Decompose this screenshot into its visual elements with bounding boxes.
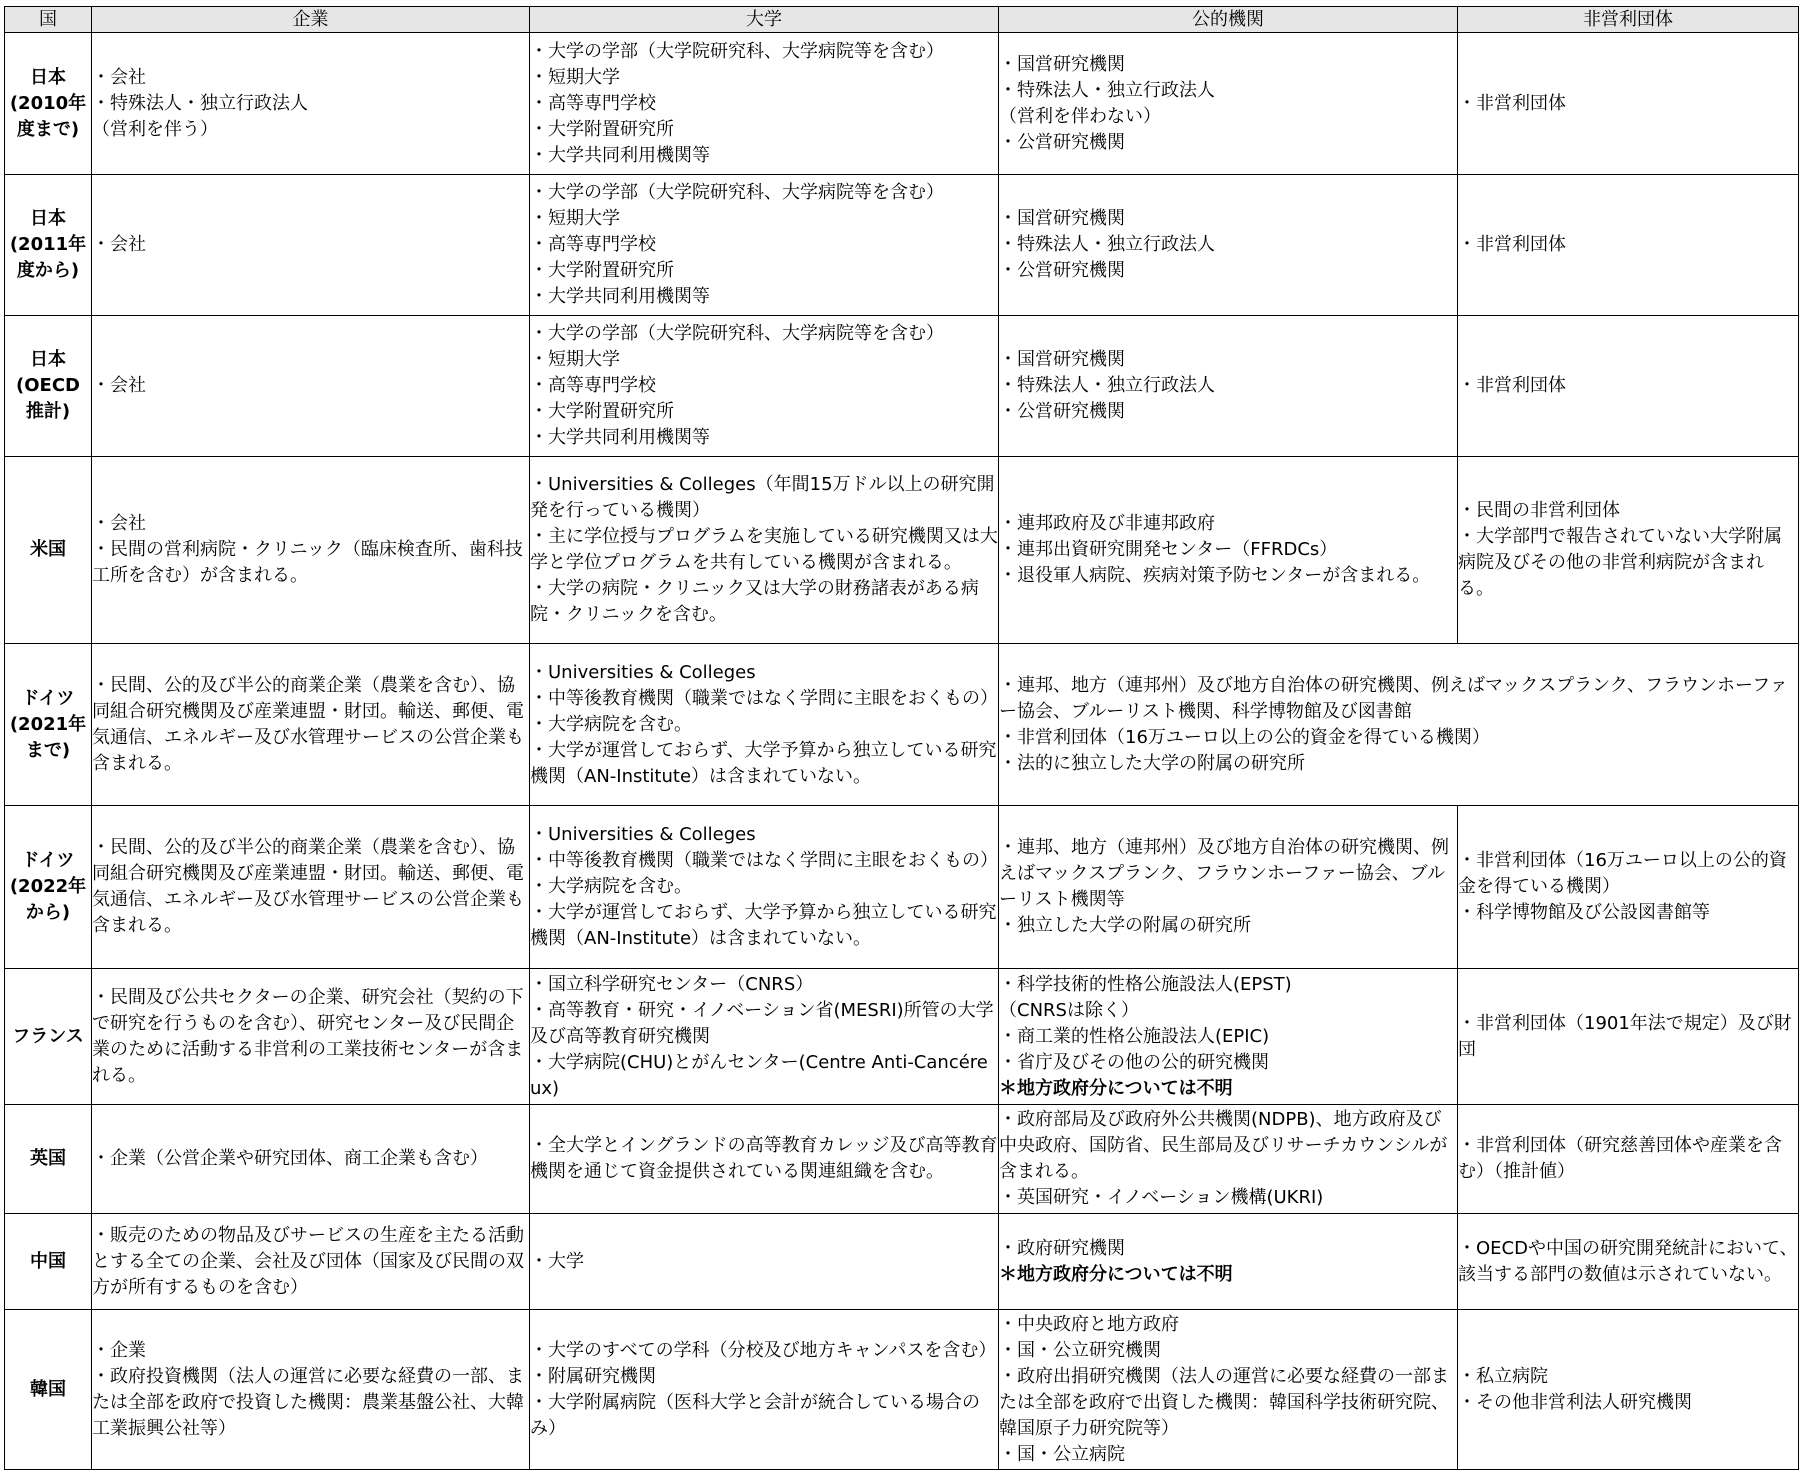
cell-line: ・政府出捐研究機関（法人の運営に必要な経費の一部または全部を政府で出資した機関：韓国科学技術研究院、韓国原子力研究院等）: [999, 1365, 1449, 1439]
cell-line: ・OECDや中国の研究開発統計において、該当する部門の数値は示されていない。: [1458, 1237, 1798, 1285]
cell-line: ・国営研究機関: [999, 53, 1125, 75]
cell-line: ・短期大学: [530, 349, 620, 370]
cell-line: ・連邦政府及び非連邦政府: [999, 513, 1215, 534]
table-row: [5, 969, 1799, 1105]
cell-line: ・非営利団体（1901年法で規定）及び財団: [1458, 1012, 1792, 1060]
cell-line: ・Universities & Colleges（年間15万ドル以上の研究開発を行っている機関）: [530, 474, 995, 521]
nonprofit-cell: [1458, 1105, 1799, 1214]
nonprofit-cell: [1458, 316, 1799, 457]
cell-line: ・独立した大学の附属の研究所: [999, 915, 1251, 936]
cell-line: ・大学の学部（大学院研究科、大学病院等を含む）: [530, 40, 944, 62]
cell-line: ・Universities & Colleges: [530, 824, 756, 845]
business-cell: [92, 969, 530, 1105]
cell-line: ・民間の非営利団体: [1458, 500, 1620, 521]
table-row: [5, 457, 1799, 644]
rd-sector-classification-table: [4, 6, 1799, 1470]
country-cell: 英国: [5, 1105, 92, 1214]
cell-line: ・政府研究機関: [999, 1237, 1125, 1259]
university-cell: [530, 1310, 999, 1470]
cell-line: ・その他非営利法人研究機関: [1458, 1391, 1692, 1413]
public-cell: [999, 457, 1458, 644]
cell-line: ・公営研究機関: [999, 260, 1125, 281]
country-cell: ドイツ (2022年 から): [5, 806, 92, 969]
cell-line: ・販売のための物品及びサービスの生産を主たる活動とする全ての企業、会社及び団体（国家及び民間の双方が所有するものを含む）: [92, 1224, 524, 1298]
country-cell: フランス: [5, 969, 92, 1105]
cell-line: ・高等専門学校: [530, 234, 656, 255]
country-cell: 中国: [5, 1214, 92, 1310]
cell-line: （営利を伴わない）: [999, 105, 1161, 127]
cell-line: ・省庁及びその他の公的研究機関: [999, 1051, 1269, 1073]
cell-line: ・大学病院を含む。: [530, 713, 692, 735]
cell-line: ・国立科学研究センター（CNRS）: [530, 973, 814, 995]
header-university: 大学: [530, 7, 999, 33]
cell-line: ・国営研究機関: [999, 208, 1125, 229]
public-cell: [999, 969, 1458, 1105]
business-cell: [92, 1310, 530, 1470]
cell-line: ・非営利団体: [1458, 234, 1566, 255]
nonprofit-cell: [1458, 1214, 1799, 1310]
cell-line: ・私立病院: [1458, 1365, 1548, 1387]
country-cell: 米国: [5, 457, 92, 644]
table-row: [5, 316, 1799, 457]
cell-line: ・政府部局及び政府外公共機関(NDPB)、地方政府及び中央政府、国防省、民生部局及びリサーチカウンシルが含まれる。: [999, 1109, 1448, 1182]
university-cell: [530, 175, 999, 316]
cell-line: ・附属研究機関: [530, 1365, 656, 1387]
business-cell: [92, 1105, 530, 1214]
country-cell: 韓国: [5, 1310, 92, 1470]
business-cell: [92, 457, 530, 644]
cell-line: ・国・公立病院: [999, 1443, 1125, 1465]
university-cell: [530, 33, 999, 175]
header-public: 公的機関: [999, 7, 1458, 33]
cell-line: ・民間及び公共セクターの企業、研究会社（契約の下で研究を行うものを含む）、研究センター及び民間企業のために活動する非営利の工業技術センターが含まれる。: [92, 986, 524, 1086]
header-nonprofit: 非営利団体: [1458, 7, 1799, 33]
cell-line: ・非営利団体（16万ユーロ以上の公的資金を得ている機関）: [999, 726, 1490, 748]
business-cell: [92, 1214, 530, 1310]
table-row: [5, 175, 1799, 316]
public-cell: [999, 175, 1458, 316]
cell-line: ・大学病院(CHU)とがんセンター(Centre Anti-Cancéreux): [530, 1051, 988, 1099]
cell-line: ・連邦出資研究開発センター（FFRDCs）: [999, 539, 1338, 560]
business-cell: [92, 33, 530, 175]
university-cell: [530, 806, 999, 969]
cell-line: ・中等後教育機関（職業ではなく学問に主眼をおくもの）: [530, 850, 998, 871]
table-body: [5, 33, 1799, 1470]
cell-line: ・大学附置研究所: [530, 260, 674, 281]
cell-line: ・会社: [92, 234, 146, 255]
cell-line: ・退役軍人病院、疾病対策予防センターが含まれる。: [999, 565, 1431, 586]
cell-line: ・法的に独立した大学の附属の研究所: [999, 752, 1305, 774]
cell-line: ・大学の学部（大学院研究科、大学病院等を含む）: [530, 182, 944, 203]
cell-line: ・公営研究機関: [999, 131, 1125, 153]
cell-line: ・会社: [92, 513, 146, 534]
header-row: [5, 7, 1799, 33]
header-business: 企業: [92, 7, 530, 33]
university-cell: [530, 1214, 999, 1310]
cell-line: ・大学のすべての学科（分校及び地方キャンパスを含む）: [530, 1339, 997, 1361]
cell-line: ・企業: [92, 1339, 146, 1361]
cell-line: ・民間の営利病院・クリニック（臨床検査所、歯科技工所を含む）が含まれる。: [92, 539, 523, 586]
cell-line: ・大学の病院・クリニック又は大学の財務諸表がある病院・クリニックを含む。: [530, 578, 979, 625]
cell-line: ・民間、公的及び半公的商業企業（農業を含む）、協同組合研究機関及び産業連盟・財団。輸送、郵便、電気通信、エネルギー及び水管理サービスの公営企業も含まれる。: [92, 837, 524, 936]
public-cell: [999, 316, 1458, 457]
cell-line: ・特殊法人・独立行政法人: [999, 375, 1215, 396]
country-cell: ドイツ (2021年 まで): [5, 644, 92, 806]
public-cell: [999, 33, 1458, 175]
country-cell: 日本 (2010年 度まで): [5, 33, 92, 175]
cell-line: ・大学病院を含む。: [530, 876, 692, 897]
cell-line: ・政府投資機関（法人の運営に必要な経費の一部、または全部を政府で投資した機関：農業基盤公社、大韓工業振興公社等）: [92, 1365, 524, 1439]
nonprofit-cell: [1458, 1310, 1799, 1470]
cell-line: ・国営研究機関: [999, 349, 1125, 370]
cell-line: ・全大学とイングランドの高等教育カレッジ及び高等教育機関を通じて資金提供されている関連組織を含む。: [530, 1135, 998, 1182]
cell-line: ・中等後教育機関（職業ではなく学問に主眼をおくもの）: [530, 687, 998, 709]
cell-line: ・高等専門学校: [530, 92, 656, 114]
university-cell: [530, 969, 999, 1105]
cell-line: ・大学共同利用機関等: [530, 427, 710, 448]
public-cell: [999, 1105, 1458, 1214]
cell-line: ・大学附置研究所: [530, 118, 674, 140]
university-cell: [530, 316, 999, 457]
nonprofit-cell: [1458, 969, 1799, 1105]
business-cell: [92, 806, 530, 969]
cell-line: ・特殊法人・独立行政法人: [999, 79, 1215, 101]
cell-line: ・大学部門で報告されていない大学附属病院及びその他の非営利病院が含まれる。: [1458, 526, 1782, 599]
cell-line: ・短期大学: [530, 208, 620, 229]
business-cell: [92, 175, 530, 316]
cell-line: ・大学附置研究所: [530, 401, 674, 422]
public-nonprofit-merged-cell: [999, 644, 1799, 806]
nonprofit-cell: [1458, 175, 1799, 316]
cell-line: ・Universities & Colleges: [530, 661, 756, 683]
public-cell: [999, 1310, 1458, 1470]
cell-line: ・民間、公的及び半公的商業企業（農業を含む）、協同組合研究機関及び産業連盟・財団。輸送、郵便、電気通信、エネルギー及び水管理サービスの公営企業も含まれる。: [92, 674, 524, 774]
nonprofit-cell: [1458, 33, 1799, 175]
cell-line: ・高等専門学校: [530, 375, 656, 396]
university-cell: [530, 1105, 999, 1214]
header-country: 国: [5, 7, 92, 33]
cell-line: ＊地方政府分については不明: [999, 1263, 1233, 1285]
cell-line: ・商工業的性格公施設法人(EPIC): [999, 1025, 1270, 1047]
table-row: [5, 806, 1799, 969]
cell-line: ・主に学位授与プログラムを実施している研究機関又は大学と学位プログラムを共有している機関が含まれる。: [530, 526, 998, 573]
cell-line: ・科学技術的性格公施設法人(EPST): [999, 973, 1292, 995]
public-cell: [999, 1214, 1458, 1310]
cell-line: ・英国研究・イノベーション機構(UKRI): [999, 1187, 1324, 1208]
cell-line: ・会社: [92, 66, 146, 88]
business-cell: [92, 316, 530, 457]
cell-line: ・大学共同利用機関等: [530, 286, 710, 307]
cell-line: ・非営利団体（16万ユーロ以上の公的資金を得ている機関）: [1458, 850, 1787, 897]
cell-line: ・連邦、地方（連邦州）及び地方自治体の研究機関、例えばマックスプランク、フラウンホーファー協会、ブルーリスト機関等: [999, 837, 1449, 910]
cell-line: ・非営利団体: [1458, 375, 1566, 396]
table-row: [5, 1214, 1799, 1310]
cell-line: ・大学: [530, 1250, 584, 1272]
nonprofit-cell: [1458, 457, 1799, 644]
cell-line: ・連邦、地方（連邦州）及び地方自治体の研究機関、例えばマックスプランク、フラウンホーファー協会、ブルーリスト機関、科学博物館及び図書館: [999, 674, 1788, 722]
cell-line: ＊地方政府分については不明: [999, 1077, 1233, 1099]
business-cell: [92, 644, 530, 806]
cell-line: ・国・公立研究機関: [999, 1339, 1161, 1361]
table-row: [5, 33, 1799, 175]
cell-line: ・大学共同利用機関等: [530, 144, 710, 166]
nonprofit-cell: [1458, 806, 1799, 969]
cell-line: ・非営利団体: [1458, 92, 1566, 114]
cell-line: ・企業（公営企業や研究団体、商工企業も含む）: [92, 1148, 488, 1169]
table-row: [5, 644, 1799, 806]
university-cell: [530, 644, 999, 806]
cell-line: ・大学が運営しておらず、大学予算から独立している研究機関（AN-Institute）は含まれていない。: [530, 902, 997, 949]
university-cell: [530, 457, 999, 644]
country-cell: 日本 (OECD 推計): [5, 316, 92, 457]
cell-line: ・大学の学部（大学院研究科、大学病院等を含む）: [530, 323, 944, 344]
cell-line: （CNRSは除く）: [999, 999, 1139, 1021]
cell-line: ・大学附属病院（医科大学と会計が統合している場合のみ）: [530, 1391, 980, 1439]
public-cell: [999, 806, 1458, 969]
cell-line: ・非営利団体（研究慈善団体や産業を含む）（推計値）: [1458, 1135, 1782, 1182]
cell-line: ・特殊法人・独立行政法人: [92, 92, 308, 114]
cell-line: ・公営研究機関: [999, 401, 1125, 422]
table-row: [5, 1310, 1799, 1470]
country-cell: 日本 (2011年 度から): [5, 175, 92, 316]
cell-line: （営利を伴う）: [92, 118, 218, 140]
cell-line: ・短期大学: [530, 66, 620, 88]
cell-line: ・大学が運営しておらず、大学予算から独立している研究機関（AN-Institute）は含まれていない。: [530, 739, 997, 787]
cell-line: ・高等教育・研究・イノベーション省(MESRI)所管の大学及び高等教育研究機関: [530, 999, 994, 1047]
cell-line: ・科学博物館及び公設図書館等: [1458, 902, 1710, 923]
cell-line: ・中央政府と地方政府: [999, 1313, 1179, 1335]
cell-line: ・会社: [92, 375, 146, 396]
table-row: [5, 1105, 1799, 1214]
cell-line: ・特殊法人・独立行政法人: [999, 234, 1215, 255]
